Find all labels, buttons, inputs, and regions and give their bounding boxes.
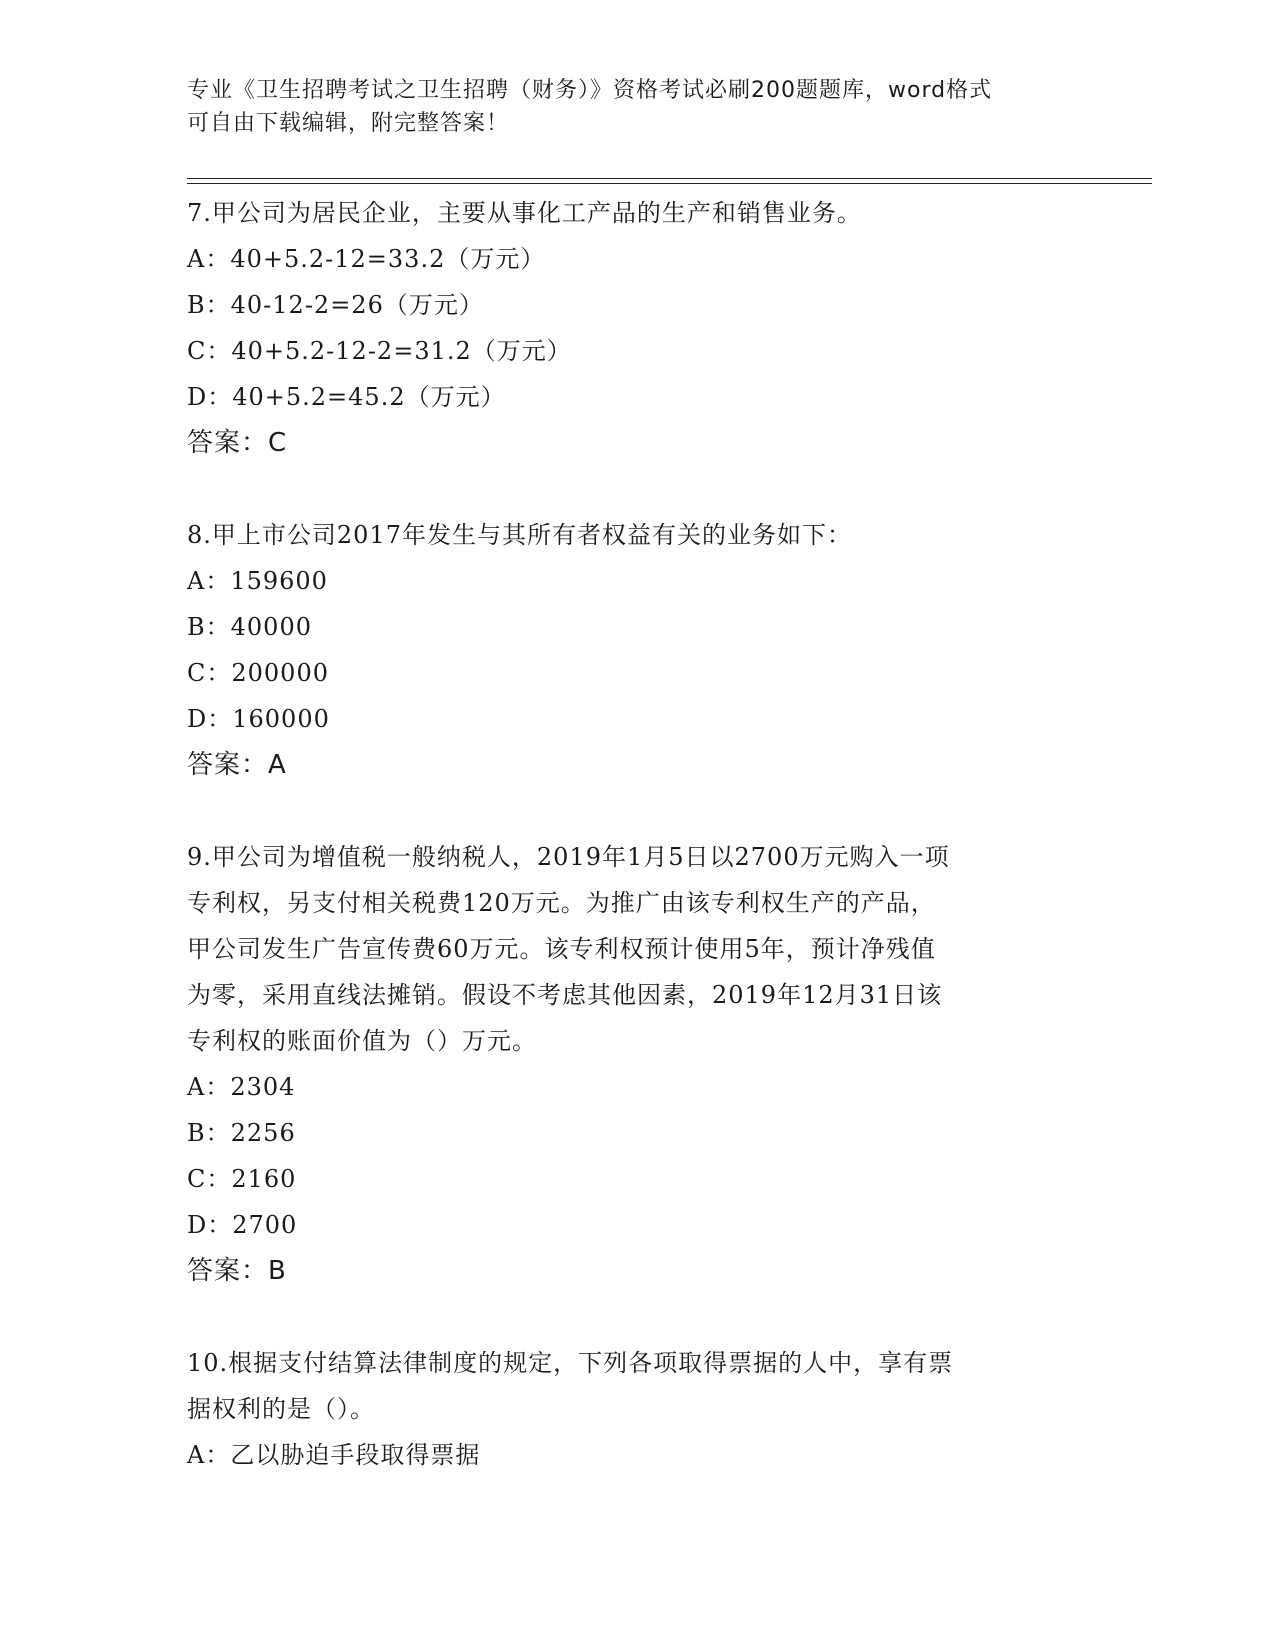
- option-d: D：2700: [187, 1211, 298, 1239]
- question-stem-line: 甲公司发生广告宣传费60万元。该专利权预计使用5年，预计净残值: [187, 935, 936, 963]
- document-header: [187, 74, 1067, 140]
- header-divider-top: [187, 178, 1152, 179]
- answer-label: 答案：C: [187, 428, 288, 458]
- header-line-2: 可自由下载编辑，附完整答案！: [187, 111, 510, 136]
- option-b: B：2256: [187, 1119, 296, 1147]
- option-c: C：2160: [187, 1165, 297, 1193]
- question-stem-line: 专利权，另支付相关税费120万元。为推广由该专利权生产的产品，: [187, 889, 936, 917]
- option-a: A：40+5.2-12=33.2（万元）: [187, 245, 546, 273]
- header-divider-bottom: [187, 183, 1152, 184]
- header-line-1: 专业《卫生招聘考试之卫生招聘（财务）》资格考试必刷200题题库，word格式: [187, 78, 993, 103]
- question-7: [187, 190, 1087, 466]
- option-c: C：40+5.2-12-2=31.2（万元）: [187, 337, 572, 365]
- question-list: [187, 190, 1087, 1524]
- option-a: A：乙以胁迫手段取得票据: [187, 1441, 481, 1469]
- question-9: [187, 834, 1087, 1294]
- option-b: B：40000: [187, 613, 312, 641]
- option-c: C：200000: [187, 659, 329, 687]
- question-stem-line: 专利权的账面价值为（）万元。: [187, 1027, 537, 1055]
- question-stem-line: 8.甲上市公司2017年发生与其所有者权益有关的业务如下：: [187, 521, 852, 549]
- option-a: A：2304: [187, 1073, 296, 1101]
- question-stem-line: 9.甲公司为增值税一般纳税人，2019年1月5日以2700万元购入一项: [187, 843, 950, 871]
- question-stem-line: 7.甲公司为居民企业，主要从事化工产品的生产和销售业务。: [187, 199, 862, 227]
- option-d: D：40+5.2=45.2（万元）: [187, 383, 506, 411]
- question-8: [187, 512, 1087, 788]
- question-stem-line: 据权利的是（）。: [187, 1395, 375, 1423]
- question-stem-line: 10.根据支付结算法律制度的规定，下列各项取得票据的人中，享有票: [187, 1349, 954, 1377]
- option-d: D：160000: [187, 705, 330, 733]
- question-stem-line: 为零，采用直线法摊销。假设不考虑其他因素，2019年12月31日该: [187, 981, 943, 1009]
- option-a: A：159600: [187, 567, 328, 595]
- question-10: [187, 1340, 1087, 1478]
- answer-label: 答案：A: [187, 750, 287, 780]
- option-b: B：40-12-2=26（万元）: [187, 291, 484, 319]
- answer-label: 答案：B: [187, 1256, 287, 1286]
